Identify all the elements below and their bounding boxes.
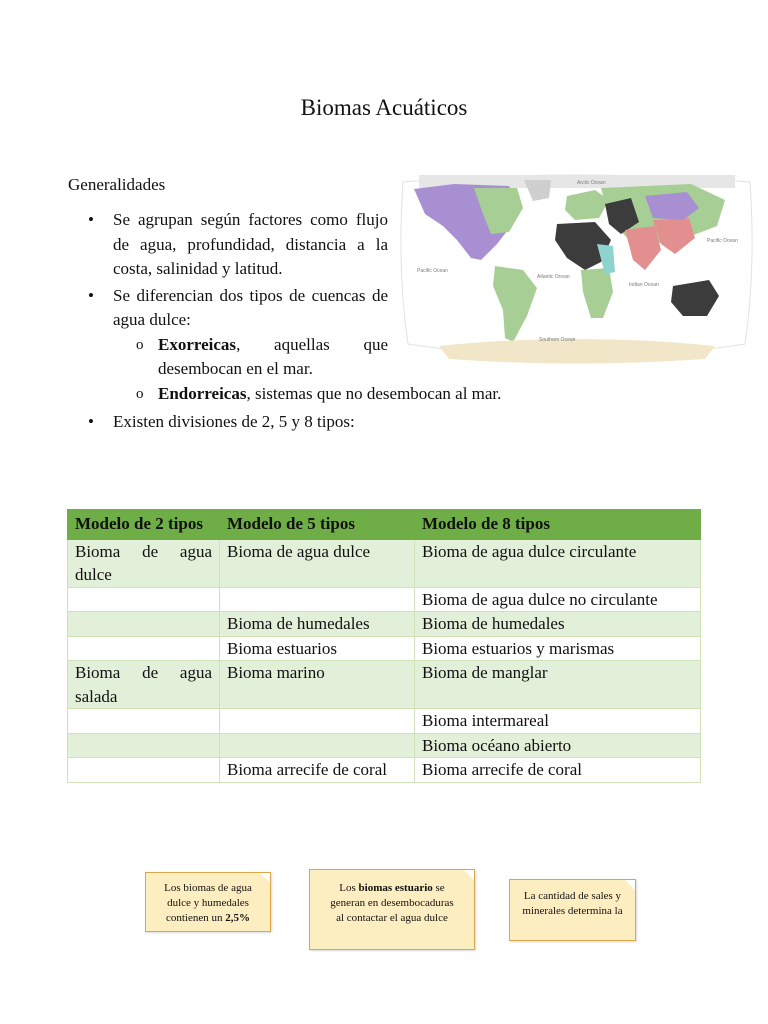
header-model-5: Modelo de 5 tipos (220, 510, 415, 540)
bullet-divisions: • Existen divisiones de 2, 5 y 8 tipos: (88, 410, 658, 435)
table-cell: Bioma de agua salada (68, 661, 220, 709)
table-header-row (68, 510, 701, 540)
table-cell: Bioma intermareal (415, 709, 701, 734)
map-label-atlantic-ocean: Atlantic Ocean (537, 274, 570, 280)
note-estuary-biomes (309, 869, 475, 950)
map-label-arctic-ocean: Arctic Ocean (577, 180, 606, 186)
note-fold-corner (464, 870, 474, 880)
note-freshwater-percentage (145, 872, 271, 932)
table-cell: Bioma estuarios (220, 636, 415, 661)
note-text (327, 881, 457, 926)
note-text-percentage: 2,5% (225, 912, 250, 924)
table-cell: Bioma marino (220, 661, 415, 709)
table-cell (220, 733, 415, 758)
table-row (68, 758, 701, 783)
table-cell (68, 636, 220, 661)
definition-endorreicas: , sistemas que no desembocan al mar. (246, 383, 502, 403)
table-row (68, 733, 701, 758)
table-cell: Bioma de agua dulce no circulante (415, 587, 701, 612)
sub-bullet-endorreicas (88, 382, 658, 407)
table-cell: Bioma de humedales (220, 612, 415, 637)
bullet-factors: • Se agrupan según factores como flujo de agua, profundidad, distancia a la costa, salinidad y latitud. (88, 208, 388, 282)
table-row (68, 612, 701, 637)
biome-models-table (67, 509, 701, 783)
table-cell: Bioma de humedales (415, 612, 701, 637)
map-label-indian-ocean: Indian Ocean (629, 282, 659, 288)
table-cell: Bioma arrecife de coral (220, 758, 415, 783)
map-label-pacific-ocean-west: Pacific Ocean (417, 268, 448, 274)
page-title: Biomas Acuáticos (300, 95, 468, 120)
table-cell: Bioma de agua dulce (68, 539, 220, 587)
note-fold-corner (260, 873, 270, 883)
note-text-main: Los biomas de agua dulce y humedales contienen un (164, 882, 252, 924)
note-text-post: se generan en desembocaduras al contactar el agua dulce (330, 882, 454, 924)
antarctica (439, 339, 715, 364)
table-cell: Bioma estuarios y marismas (415, 636, 701, 661)
note-text: La cantidad de sales y minerales determina la (522, 890, 623, 917)
note-text (154, 881, 262, 926)
table-row (68, 539, 701, 587)
note-salts-minerals (509, 879, 636, 941)
table-cell (220, 587, 415, 612)
term-exorreicas: Exorreicas (158, 334, 237, 354)
table-cell (220, 709, 415, 734)
world-map-graphic (399, 174, 754, 364)
table-cell (68, 733, 220, 758)
section-heading: Generalidades (68, 175, 166, 194)
definition-exorreicas: , aquellas que desembocan en el mar. (158, 334, 388, 378)
table-cell (68, 758, 220, 783)
note-text-pre: Los (339, 882, 359, 894)
table-row (68, 709, 701, 734)
table-row (68, 661, 701, 709)
header-model-8: Modelo de 8 tipos (415, 510, 701, 540)
world-biome-map (399, 174, 754, 364)
map-label-southern-ocean: Southern Ocean (539, 337, 576, 343)
note-fold-corner (625, 880, 635, 890)
table-cell: Bioma arrecife de coral (415, 758, 701, 783)
table-cell: Bioma de manglar (415, 661, 701, 709)
note-text-bold: biomas estuario (358, 882, 433, 894)
table-row (68, 636, 701, 661)
header-model-2: Modelo de 2 tipos (68, 510, 220, 540)
term-endorreicas: Endorreicas (158, 383, 247, 403)
table-row (68, 587, 701, 612)
table-cell (68, 587, 220, 612)
table-cell (68, 709, 220, 734)
table-cell: Bioma de agua dulce (220, 539, 415, 587)
sub-bullet-exorreicas (88, 333, 388, 382)
map-label-pacific-ocean-east: Pacific Ocean (707, 238, 738, 244)
table-cell (68, 612, 220, 637)
table-cell: Bioma de agua dulce circulante (415, 539, 701, 587)
bullet-freshwater-basins: • Se diferencian dos tipos de cuencas de agua dulce: (88, 284, 388, 333)
table-cell: Bioma océano abierto (415, 733, 701, 758)
